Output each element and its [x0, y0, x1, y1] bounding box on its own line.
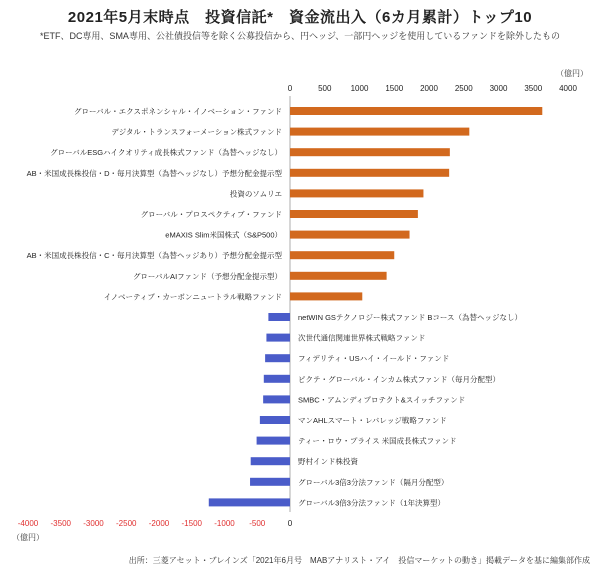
outflow-bar	[209, 498, 290, 506]
inflow-bar	[290, 148, 450, 156]
top-tick-label: 1000	[350, 84, 369, 93]
bottom-tick-label: -500	[249, 519, 266, 528]
inflow-fund-label: グローバル・エクスポネンシャル・イノベーション・ファンド	[73, 107, 282, 116]
outflow-fund-label: ピクテ・グローバル・インカム株式ファンド（毎月分配型）	[298, 374, 500, 384]
bottom-tick-label: -2500	[116, 519, 137, 528]
outflow-bar	[263, 395, 290, 403]
outflow-bar	[257, 437, 290, 445]
top-tick-label: 3000	[489, 84, 508, 93]
inflow-fund-label: イノベーティブ・カーボンニュートラル戦略ファンド	[103, 292, 282, 302]
top-tick-label: 2500	[454, 84, 473, 93]
outflow-fund-label: フィデリティ・USハイ・イールド・ファンド	[298, 354, 450, 364]
inflow-bar	[290, 210, 418, 218]
inflow-fund-label: AB・米国成長株投信・C・毎月決算型（為替ヘッジあり）予想分配金提示型	[26, 251, 282, 261]
outflow-fund-label: SMBC・アムンディプロテクト&スイッチファンド	[298, 395, 466, 405]
top-tick-label: 2000	[420, 84, 438, 93]
bottom-tick-label: -4000	[17, 519, 39, 528]
inflow-fund-label: 投資のソムリエ	[229, 189, 282, 199]
inflow-bar	[290, 189, 423, 197]
bottom-tick-label: -3500	[50, 519, 71, 528]
bottom-tick-label: -1000	[214, 519, 235, 528]
outflow-fund-label: グローバル3倍3分法ファンド（隔月分配型）	[298, 477, 449, 487]
outflow-fund-label: グローバル3倍3分法ファンド（1年決算型）	[298, 498, 445, 508]
outflow-fund-label: 野村インド株投資	[298, 457, 358, 467]
chart-title: 2021年5月末時点 投資信託* 資金流出入（6カ月累計）トップ10	[67, 9, 533, 26]
outflow-fund-label: 次世代通信関連世界株式戦略ファンド	[298, 333, 426, 343]
inflow-fund-label: デジタル・トランスフォーメーション株式ファンド	[111, 127, 282, 137]
outflow-bar	[266, 334, 290, 342]
inflow-fund-label: グローバル・プロスペクティブ・ファンド	[140, 210, 282, 219]
inflow-bar	[290, 169, 449, 177]
outflow-bar	[265, 354, 290, 362]
outflow-bar	[250, 478, 290, 486]
top-tick-label: 0	[287, 84, 293, 93]
inflow-bar	[290, 251, 394, 259]
bottom-tick-label: -2000	[148, 519, 170, 528]
inflow-bar	[290, 272, 387, 280]
top-tick-label: 500	[318, 84, 332, 93]
bottom-axis-unit: （億円）	[12, 533, 44, 542]
outflow-bar	[264, 375, 290, 383]
top-tick-label: 4000	[559, 84, 577, 93]
top-tick-label: 1500	[385, 84, 404, 93]
bottom-tick-label: 0	[287, 519, 293, 528]
outflow-fund-label: netWIN GSテクノロジー株式ファンド Bコース（為替ヘッジなし）	[298, 313, 523, 322]
source-note: 出所：三菱アセット・ブレインズ「2021年6月号 MABアナリスト・アイ 投信マーケットの動き」掲載データを基に編集部作成	[128, 556, 590, 565]
inflow-fund-label: AB・米国成長株投信・D・毎月決算型（為替ヘッジなし）予想分配金提示型	[26, 168, 282, 178]
outflow-fund-label: ティー・ロウ・プライス 米国成長株式ファンド	[298, 436, 457, 446]
inflow-bar	[290, 231, 410, 239]
outflow-fund-label: マンAHLスマート・レバレッジ戦略ファンド	[298, 416, 447, 425]
top-tick-label: 3500	[524, 84, 543, 93]
inflow-fund-label: グローバルAIファンド（予想分配金提示型）	[132, 271, 282, 281]
outflow-bar	[251, 457, 290, 465]
bottom-tick-label: -1500	[181, 519, 202, 528]
outflow-bar	[260, 416, 290, 424]
bottom-tick-label: -3000	[83, 519, 104, 528]
inflow-bar	[290, 128, 469, 136]
top-axis-unit: （億円）	[556, 69, 588, 78]
inflow-fund-label: eMAXIS Slim米国株式（S&P500）	[165, 230, 282, 240]
inflow-bar	[290, 107, 542, 115]
chart-subtitle: *ETF、DC専用、SMA専用、公社債投信等を除く公募投信から、円ヘッジ、一部円ヘッジを使用しているファンドを除外したもの	[39, 31, 561, 41]
outflow-bar	[268, 313, 290, 321]
inflow-fund-label: グローバルESGハイクオリティ成長株式ファンド（為替ヘッジなし）	[50, 148, 282, 158]
inflow-bar	[290, 292, 362, 300]
